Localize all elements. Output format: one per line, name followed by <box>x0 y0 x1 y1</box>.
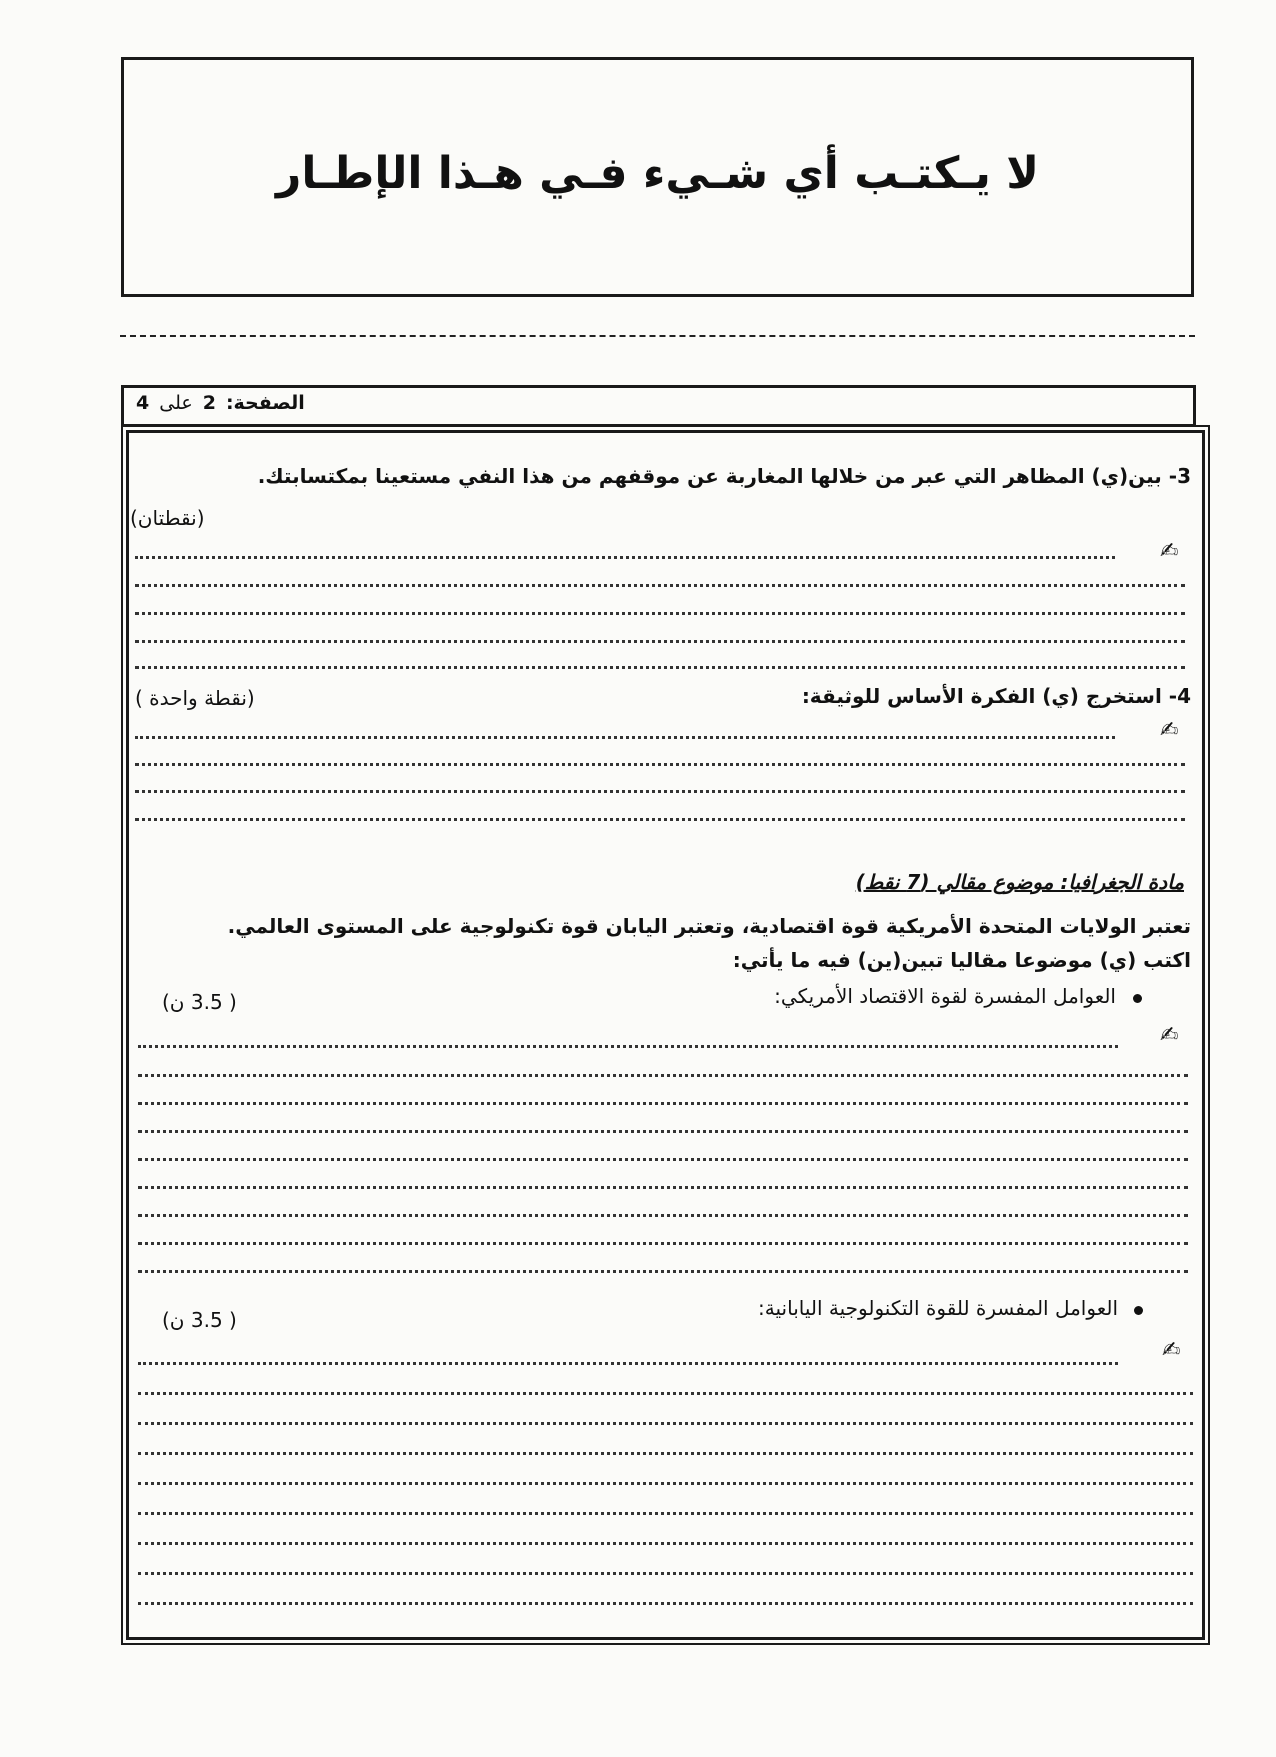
geography-section-title: مادة الجغرافيا: موضوع مقالي (7 نقط) <box>855 870 1184 894</box>
page-current: 2 <box>202 392 216 414</box>
pen-writing-icon: ✍ <box>1160 539 1179 564</box>
answer-line[interactable] <box>138 1270 1188 1273</box>
geography-item-2-points: ( 3.5 ن) <box>162 1308 237 1332</box>
question-3-points: (نقطتان) <box>130 506 205 530</box>
pen-writing-icon: ✍ <box>1160 718 1179 743</box>
answer-line[interactable] <box>135 584 1185 587</box>
geography-item-2-text: العوامل المفسرة للقوة التكنولوجية اليابانية: <box>758 1296 1118 1320</box>
answer-line[interactable] <box>135 790 1185 793</box>
answer-line[interactable] <box>138 1130 1188 1133</box>
answer-line[interactable] <box>135 736 1115 739</box>
answer-line[interactable] <box>138 1045 1118 1048</box>
answer-line[interactable] <box>138 1242 1188 1245</box>
answer-line[interactable] <box>135 763 1185 766</box>
cut-line-divider <box>120 335 1195 337</box>
page-label: الصفحة: <box>225 392 305 414</box>
page-total: 4 <box>136 392 150 414</box>
geography-item-1-text: العوامل المفسرة لقوة الاقتصاد الأمريكي: <box>774 984 1116 1008</box>
answer-line[interactable] <box>135 666 1185 669</box>
answer-line[interactable] <box>138 1214 1188 1217</box>
answer-line[interactable] <box>138 1482 1193 1485</box>
answer-line[interactable] <box>135 612 1185 615</box>
answer-line[interactable] <box>138 1074 1188 1077</box>
answer-line[interactable] <box>138 1392 1193 1395</box>
question-4-points: (نقطة واحدة ) <box>135 686 255 710</box>
page-indicator <box>136 392 305 414</box>
pen-writing-icon: ✍ <box>1162 1338 1181 1363</box>
answer-line[interactable] <box>138 1186 1188 1189</box>
page-separator: على <box>159 392 193 414</box>
answer-line[interactable] <box>138 1572 1193 1575</box>
bullet-icon <box>1133 994 1142 1003</box>
answer-line[interactable] <box>138 1102 1188 1105</box>
geography-item-1-points: ( 3.5 ن) <box>162 990 237 1014</box>
page-indicator-bar <box>121 385 1196 427</box>
answer-line[interactable] <box>138 1512 1193 1515</box>
answer-line[interactable] <box>138 1542 1193 1545</box>
do-not-write-notice: لا يـكتـب أي شـيء فـي هـذا الإطـار <box>276 148 1039 199</box>
answer-line[interactable] <box>135 818 1185 821</box>
bullet-icon <box>1134 1306 1143 1315</box>
question-4-text: 4- استخرج (ي) الفكرة الأساس للوثيقة: <box>801 684 1191 708</box>
answer-line[interactable] <box>135 640 1185 643</box>
answer-line[interactable] <box>138 1158 1188 1161</box>
question-3-text: 3- بين(ي) المظاهر التي عبر من خلالها المغاربة عن موقفهم من هذا النفي مستعينا بمكتسابتك. <box>257 464 1191 488</box>
answer-line[interactable] <box>138 1452 1193 1455</box>
answer-line[interactable] <box>138 1362 1118 1365</box>
geography-intro: تعتبر الولايات المتحدة الأمريكية قوة اقتصادية، وتعتبر اليابان قوة تكنولوجية على المستوى العالمي. <box>227 914 1191 938</box>
answer-line[interactable] <box>135 556 1115 559</box>
answer-line[interactable] <box>138 1602 1193 1605</box>
answer-line[interactable] <box>138 1422 1193 1425</box>
geography-instruction: اكتب (ي) موضوعا مقاليا تبين(ين) فيه ما يأتي: <box>732 948 1191 972</box>
pen-writing-icon: ✍ <box>1160 1023 1179 1048</box>
